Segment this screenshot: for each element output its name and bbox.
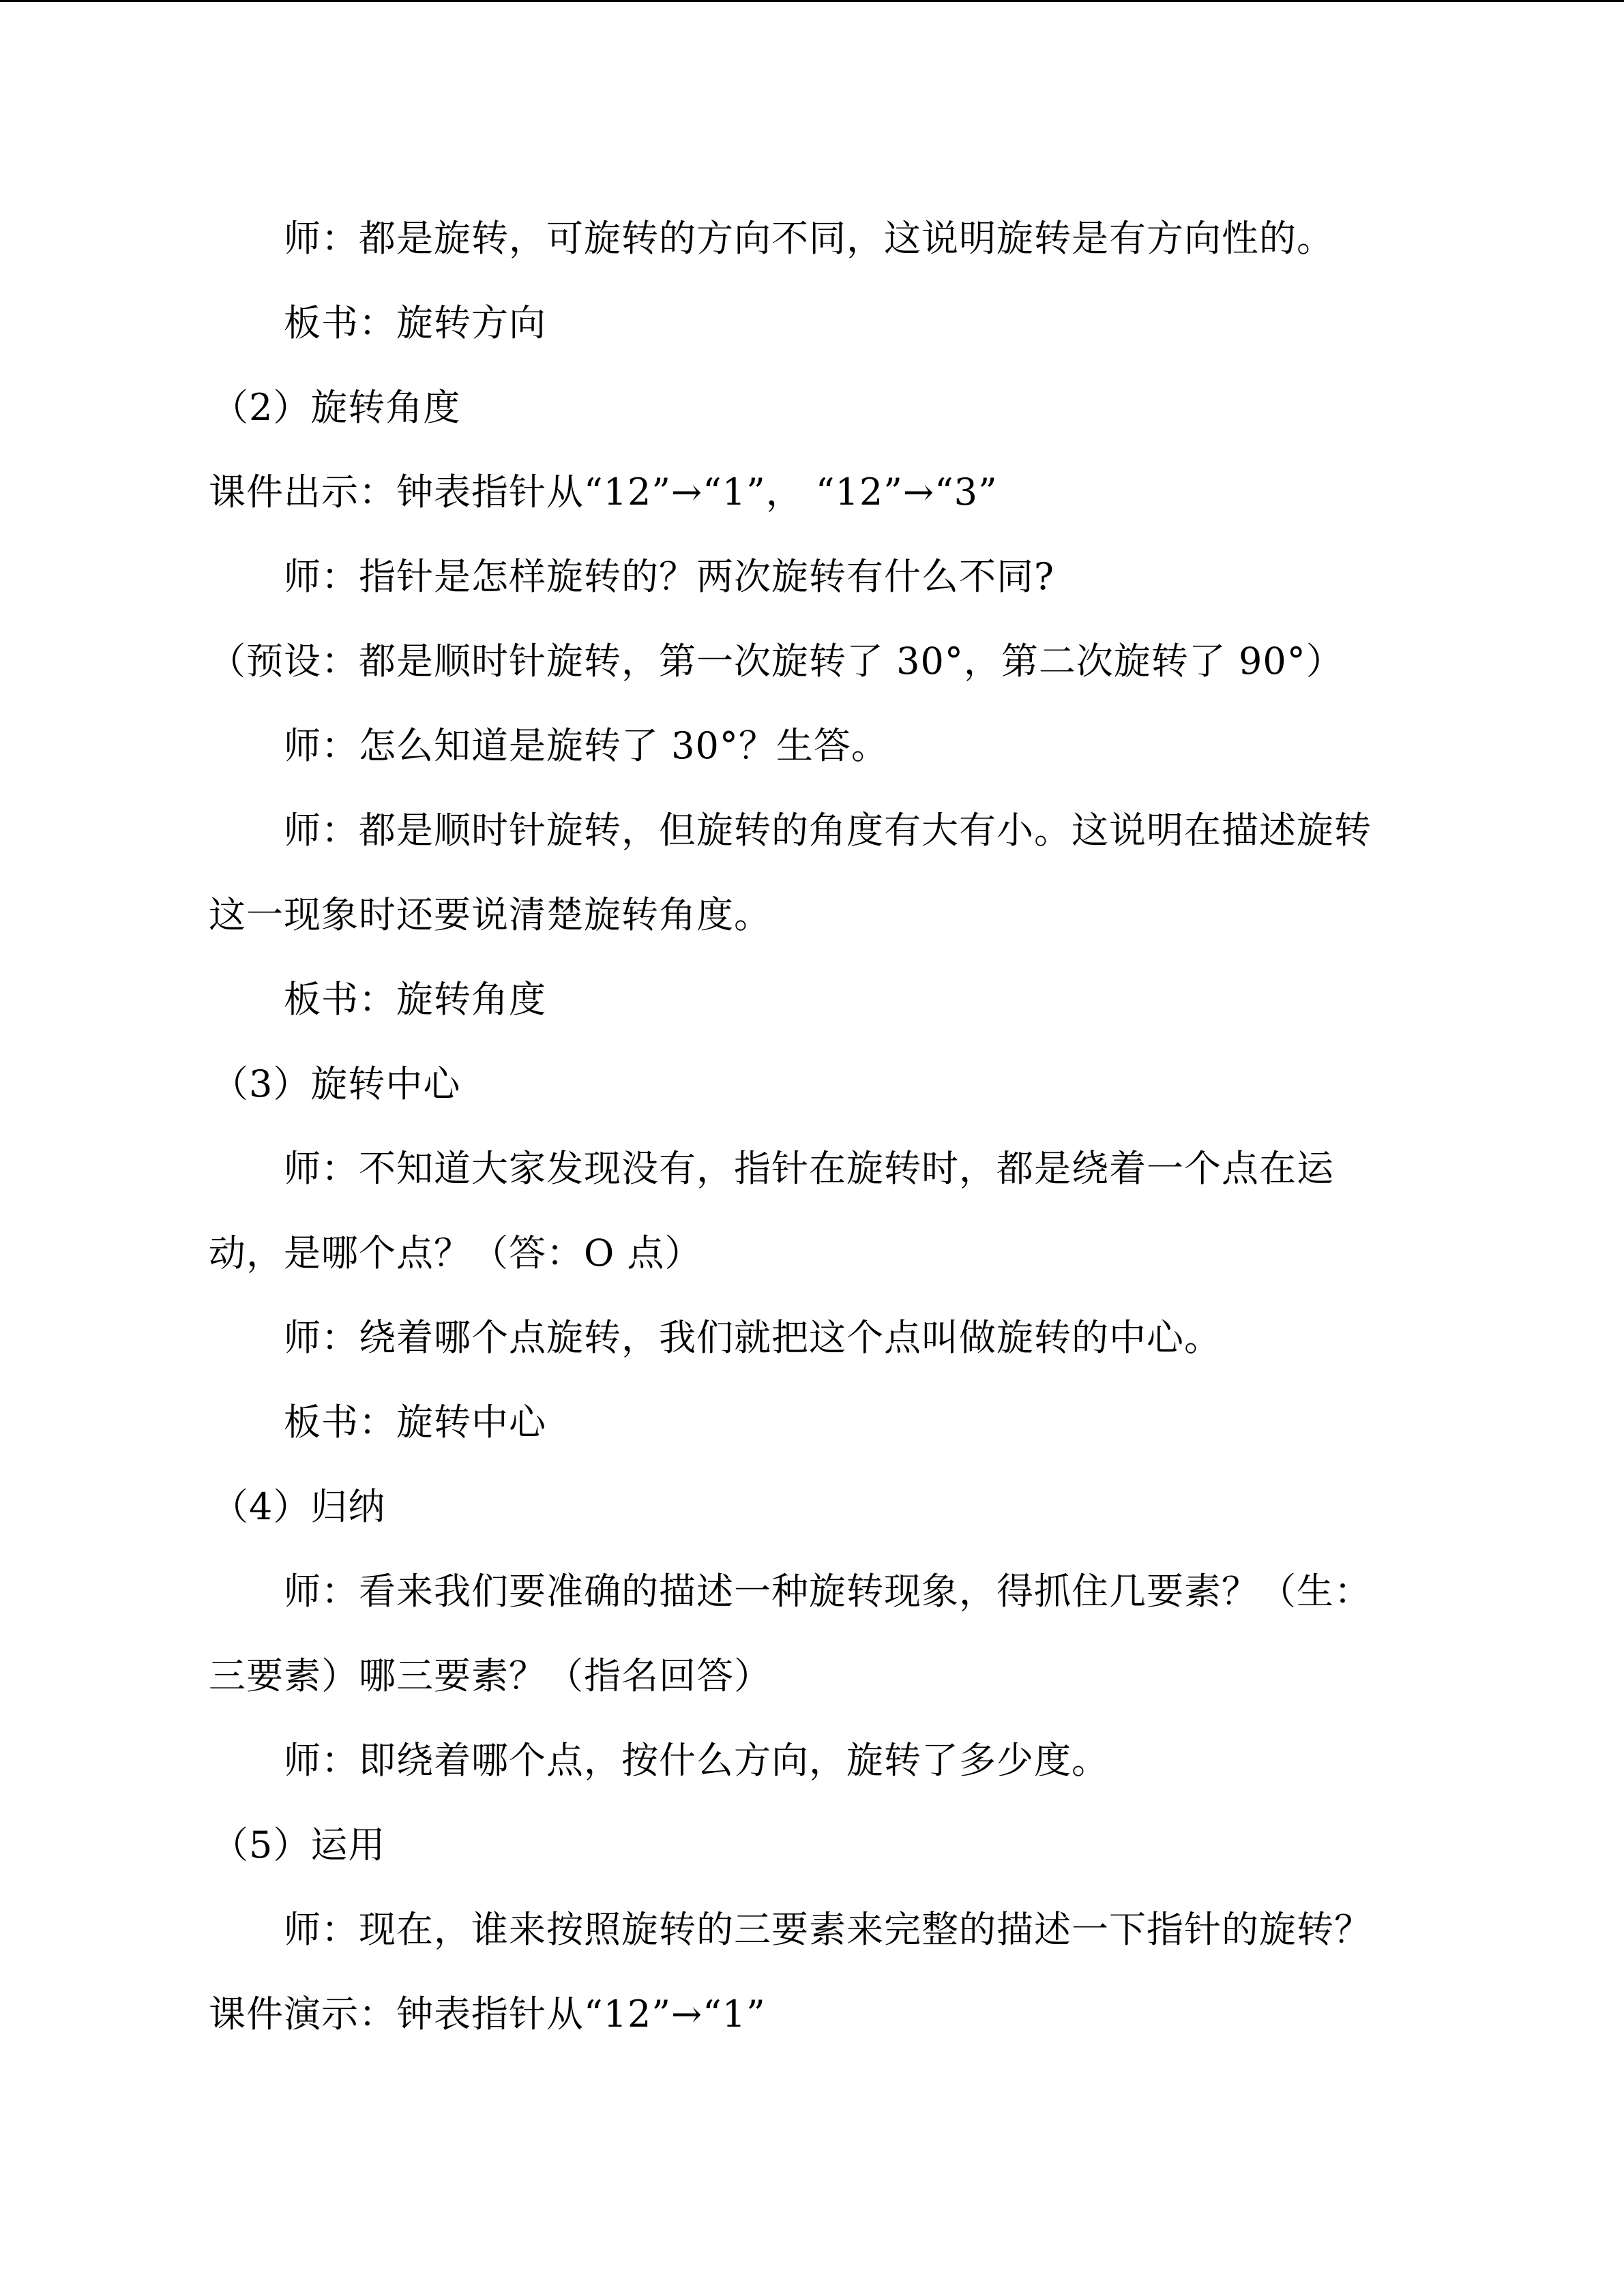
paragraph-teacher-summary: 师：看来我们要准确的描述一种旋转现象，得抓住几要素？（生：	[284, 1570, 1372, 1613]
paragraph-teacher-center-def: 师：绕着哪个点旋转，我们就把这个点叫做旋转的中心。	[284, 1316, 1222, 1359]
paragraph-teacher-angle: 师：都是顺时针旋转，但旋转的角度有大有小。这说明在描述旋转	[284, 809, 1372, 852]
section-heading-angle: （2）旋转角度	[211, 386, 461, 429]
blackboard-note-angle: 板书：旋转角度	[284, 978, 546, 1021]
paragraph-teacher-center-cont: 动，是哪个点？（答：O 点）	[209, 1232, 703, 1274]
paragraph-teacher-center: 师：不知道大家发现没有，指针在旋转时，都是绕着一个点在运	[284, 1147, 1334, 1190]
paragraph-teacher-angle-cont: 这一现象时还要说清楚旋转角度。	[209, 893, 771, 936]
expected-answer: （预设：都是顺时针旋转，第一次旋转了 30°，第二次旋转了 90°）	[209, 640, 1344, 683]
paragraph-teacher-how: 师：怎么知道是旋转了 30°？生答。	[284, 724, 889, 767]
blackboard-note-direction: 板书：旋转方向	[284, 301, 546, 344]
section-heading-application: （5）运用	[211, 1823, 386, 1866]
courseware-display-clock: 课件出示：钟表指针从“12”→“1”， “12”→“3”	[209, 471, 998, 513]
blackboard-note-center: 板书：旋转中心	[284, 1401, 546, 1444]
paragraph-teacher-application: 师：现在，谁来按照旋转的三要素来完整的描述一下指针的旋转？	[284, 1908, 1372, 1951]
section-heading-center: （3）旋转中心	[211, 1062, 461, 1105]
paragraph-teacher-summary-cont: 三要素）哪三要素？（指名回答）	[209, 1654, 771, 1697]
paragraph-teacher-question: 师：指针是怎样旋转的？两次旋转有什么不同?	[284, 555, 1054, 598]
paragraph-teacher-elements: 师：即绕着哪个点，按什么方向，旋转了多少度。	[284, 1739, 1109, 1782]
courseware-demo-clock: 课件演示：钟表指针从“12”→“1”	[209, 1993, 766, 2036]
paragraph-teacher-direction: 师：都是旋转，可旋转的方向不同，这说明旋转是有方向性的。	[284, 217, 1334, 260]
section-heading-summary: （4）归纳	[211, 1485, 386, 1528]
